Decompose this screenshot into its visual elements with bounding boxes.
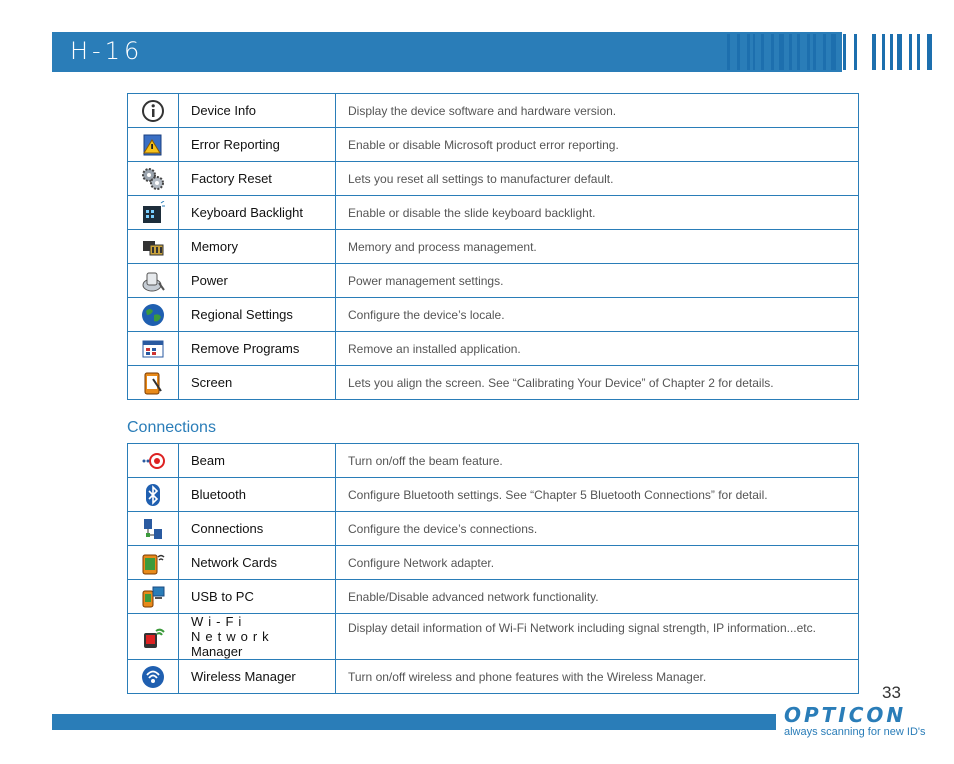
table-row — [128, 614, 859, 660]
table-row — [128, 366, 859, 400]
setting-description: Memory and process management. — [336, 230, 859, 264]
table-row — [128, 444, 859, 478]
setting-description: Configure the device’s locale. — [336, 298, 859, 332]
usb-pc-icon — [141, 585, 165, 609]
info-icon — [141, 99, 165, 123]
setting-name-line1: Wi-Fi Network — [191, 614, 274, 644]
setting-name: Memory — [179, 230, 336, 264]
header-bar — [52, 32, 842, 72]
setting-description: Enable or disable the slide keyboard backlight. — [336, 196, 859, 230]
table-row — [128, 94, 859, 128]
setting-name: Regional Settings — [179, 298, 336, 332]
setting-name-line2: Manager — [191, 644, 243, 659]
setting-name: Keyboard Backlight — [179, 196, 336, 230]
table-row — [128, 478, 859, 512]
setting-description: Remove an installed application. — [336, 332, 859, 366]
footer-bar — [52, 714, 776, 730]
setting-description: Turn on/off wireless and phone features with the Wireless Manager. — [336, 660, 859, 694]
table-row — [128, 580, 859, 614]
table-row — [128, 196, 859, 230]
setting-description: Lets you align the screen. See “Calibrating Your Device” of Chapter 2 for details. — [336, 366, 859, 400]
setting-name: Device Info — [179, 94, 336, 128]
setting-name: Screen — [179, 366, 336, 400]
table-row — [128, 512, 859, 546]
keyboard-light-icon — [141, 201, 165, 225]
connections-table — [127, 443, 859, 694]
page-number: 33 — [882, 683, 901, 702]
setting-name: Error Reporting — [179, 128, 336, 162]
beam-icon — [141, 449, 165, 473]
setting-name: Network Cards — [179, 546, 336, 580]
screen-icon — [141, 371, 165, 395]
setting-name: USB to PC — [179, 580, 336, 614]
table-row — [128, 298, 859, 332]
gears-icon — [141, 167, 165, 191]
setting-name: Bluetooth — [179, 478, 336, 512]
logo-tagline: always scanning for new ID's — [784, 726, 926, 738]
bluetooth-icon — [141, 483, 165, 507]
setting-name: Connections — [179, 512, 336, 546]
table-row — [128, 332, 859, 366]
system-settings-table — [127, 93, 859, 400]
setting-name: Wireless Manager — [179, 660, 336, 694]
setting-description: Enable/Disable advanced network functionality. — [336, 580, 859, 614]
network-cards-icon — [141, 551, 165, 575]
power-icon — [141, 269, 165, 293]
connections-icon — [141, 517, 165, 541]
table-row — [128, 660, 859, 694]
setting-description: Display detail information of Wi-Fi Network including signal strength, IP information...etc. — [336, 614, 859, 660]
setting-description: Configure Network adapter. — [336, 546, 859, 580]
table-row — [128, 162, 859, 196]
memory-icon — [141, 235, 165, 259]
table-row — [128, 128, 859, 162]
opticon-logo: OPTICON — [784, 703, 907, 727]
setting-description: Display the device software and hardware version. — [336, 94, 859, 128]
barcode-graphic — [727, 34, 937, 70]
setting-description: Configure the device’s connections. — [336, 512, 859, 546]
setting-name: Factory Reset — [179, 162, 336, 196]
setting-description: Turn on/off the beam feature. — [336, 444, 859, 478]
table-row — [128, 546, 859, 580]
setting-description: Power management settings. — [336, 264, 859, 298]
setting-name: Beam — [179, 444, 336, 478]
error-report-icon — [141, 133, 165, 157]
table-row — [128, 264, 859, 298]
setting-name: Remove Programs — [179, 332, 336, 366]
setting-description: Enable or disable Microsoft product error reporting. — [336, 128, 859, 162]
model-title: H-16 — [70, 37, 144, 65]
setting-name: Power — [179, 264, 336, 298]
globe-icon — [141, 303, 165, 327]
setting-description: Lets you reset all settings to manufacturer default. — [336, 162, 859, 196]
wireless-manager-icon — [141, 665, 165, 689]
remove-programs-icon — [141, 337, 165, 361]
table-row — [128, 230, 859, 264]
setting-description: Configure Bluetooth settings. See “Chapter 5 Bluetooth Connections” for detail. — [336, 478, 859, 512]
wifi-manager-icon — [141, 625, 165, 649]
section-title-connections: Connections — [127, 419, 216, 436]
